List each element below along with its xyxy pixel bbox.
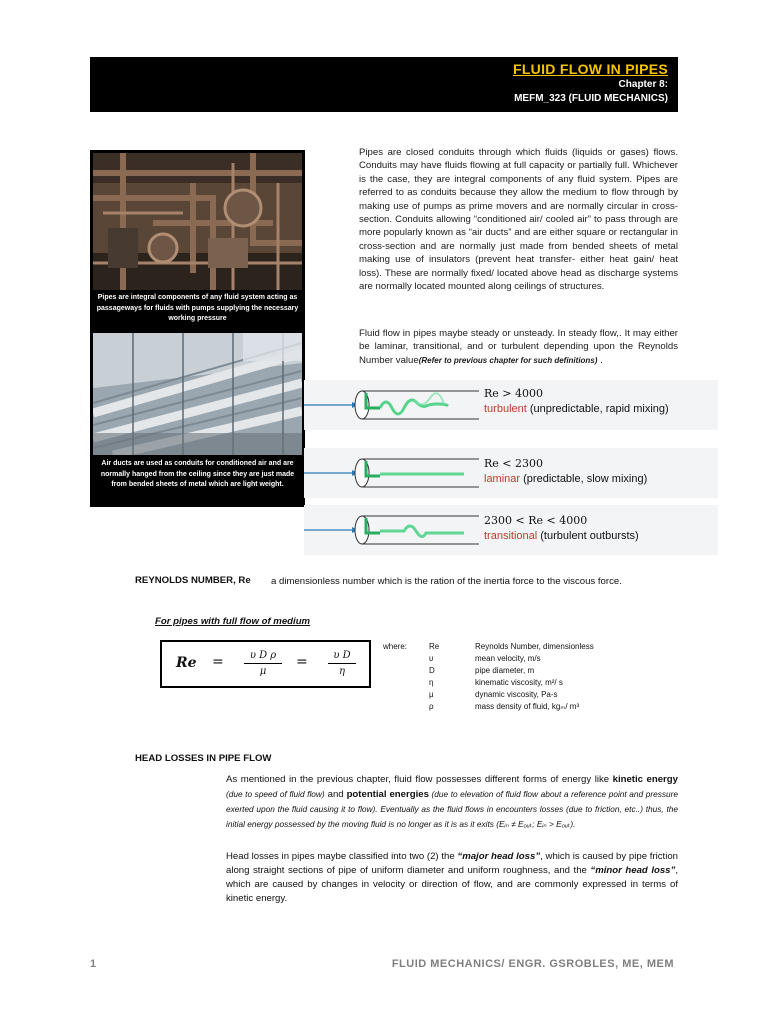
head-losses-paragraph-1 — [180, 772, 678, 832]
equals-sign: = — [212, 654, 224, 670]
footer-text: FLUID MECHANICS/ ENGR. GSROBLES, ME, MEM — [391, 958, 674, 970]
var-desc: pipe diameter, m — [475, 666, 535, 675]
turbulent-name: turbulent — [484, 403, 527, 415]
and-word: and — [324, 789, 347, 800]
formula-fraction-2 — [328, 650, 356, 677]
turbulent-flow-diagram — [304, 380, 718, 430]
where-label: where: — [383, 642, 408, 651]
laminar-desc: (predictable, slow mixing) — [520, 473, 648, 485]
kinetic-energy-term: kinetic energy — [612, 774, 678, 785]
industrial-pipes-photo — [93, 153, 302, 290]
photo2-caption: Air ducts are used as conduits for conditioned air and are normally hanged from the ceiling since they are just made from bended sheets of metal which are light weight. — [100, 460, 295, 488]
fraction2-numerator: υ D — [333, 650, 351, 661]
var-desc: mass density of fluid, kgₘ/ m³ — [475, 702, 580, 711]
potential-energy-note: (due to elevation of fluid flow about a reference point and pressure exerted upon the fluid causing it to flow). Eventually as the fluid flows in encounters losses (due to friction, etc..) thus, the initial energy possessed by the moving fluid is no longer as it is as it exits (Eᵢₙ ≠ Eₒᵤₜ; Eᵢₙ > Eₒᵤₜ). — [226, 789, 678, 829]
var-symbol: ρ — [429, 702, 434, 711]
course-label: MEFM_323 (FLUID MECHANICS) — [514, 93, 668, 104]
turbulent-label — [484, 403, 669, 415]
potential-energy-term: potential energies — [346, 789, 429, 800]
fraction1-denominator: μ — [259, 666, 267, 677]
fraction1-numerator: υ D ρ — [249, 650, 277, 661]
transitional-condition: 2300 < Re < 4000 — [484, 514, 588, 527]
var-desc: Reynolds Number, dimensionless — [475, 642, 594, 651]
kinetic-energy-note: (due to speed of fluid flow) — [226, 789, 325, 799]
major-head-loss-term: “major head loss” — [457, 851, 541, 862]
fraction2-denominator: η — [339, 666, 345, 677]
photo1-caption: Pipes are integral components of any fluid system acting as passageways for fluids with pumps supplying the necessary working pressure — [96, 294, 299, 322]
intro-paragraph — [313, 146, 678, 293]
photo-column — [90, 150, 305, 507]
formula-fraction-1 — [244, 650, 282, 677]
head-losses-paragraph-2 — [180, 850, 678, 906]
hl-p2-text-c: , which are caused by changes in velocity or direction of flow, and are commonly expressed in terms of kinetic energy. — [226, 865, 678, 904]
turbulent-desc: (unpredictable, rapid mixing) — [526, 403, 669, 415]
reynolds-label: REYNOLDS NUMBER, Re — [135, 575, 251, 586]
var-symbol: D — [429, 666, 435, 675]
air-ducts-photo — [93, 333, 302, 455]
head-losses-heading: HEAD LOSSES IN PIPE FLOW — [135, 753, 272, 764]
laminar-condition: Re < 2300 — [484, 457, 543, 470]
flow-types-paragraph — [313, 327, 678, 367]
equals-sign-2: = — [296, 654, 308, 670]
transitional-desc: (turbulent outbursts) — [537, 530, 639, 542]
intro-text: Pipes are closed conduits through which fluids (liquids or gases) flows. Conduits may have fluids flowing at full capacity or partially full. Whichever is the case, they are integral components of any fluid system. Pipes are referred to as conduits because they allow the medium to flow through by making use of pumps as prime movers and are normally circular in cross-section. Conduits allowing “conditioned air/ cooled air” to pass through are more popularly known as “air ducts” and are either square or rectangular in cross-section and are normally just made from bended sheets of metal making use of insulators (prevent heat transfer- either heat gain/ heat loss). These are normally fixed/ located above head as discharge systems are normally located mounted along ceilings of structures. — [359, 147, 678, 293]
laminar-label — [484, 473, 647, 485]
hl-p2-text-b: , which is caused by pipe friction along straight sections of pipe of uniform diameter and uniform roughness, and the — [226, 851, 679, 876]
var-desc: kinematic viscosity, m²/ s — [475, 678, 563, 687]
var-symbol: υ — [429, 654, 434, 663]
transitional-label — [484, 530, 639, 542]
reynolds-definition: a dimensionless number which is the ration of the inertia force to the viscous force. — [271, 576, 622, 587]
var-symbol: μ — [429, 690, 434, 699]
turbulent-condition: Re > 4000 — [484, 387, 543, 400]
full-flow-subheading: For pipes with full flow of medium — [155, 616, 311, 627]
hl-p2-text-a: Head losses in pipes maybe classified into two (2) the — [226, 851, 458, 862]
var-symbol: Re — [429, 642, 440, 651]
laminar-flow-diagram — [304, 448, 718, 498]
laminar-name: laminar — [484, 473, 521, 485]
minor-head-loss-term: “minor head loss” — [590, 865, 676, 876]
flow-types-text: Fluid flow in pipes maybe steady or unsteady. In steady flow,. It may either be laminar, transitional, and or turbulent depending upon the Reynolds Number value — [359, 328, 678, 366]
document-title: FLUID FLOW IN PIPES — [512, 61, 668, 77]
hl-p1-text: As mentioned in the previous chapter, fluid flow possesses different forms of energy like — [226, 774, 613, 785]
formula-lhs: Re — [176, 655, 197, 671]
transitional-flow-diagram — [304, 505, 718, 555]
reynolds-formula — [160, 640, 371, 688]
reference-note: (Refer to previous chapter for such definitions) — [418, 355, 598, 365]
page-number: 1 — [90, 958, 97, 970]
var-desc: dynamic viscosity, Pa-s — [475, 690, 558, 699]
chapter-label: Chapter 8: — [618, 79, 668, 90]
transitional-name: transitional — [484, 530, 538, 542]
flow-types-end: . — [597, 354, 603, 366]
var-symbol: η — [429, 678, 434, 687]
header-bar — [90, 57, 678, 112]
var-desc: mean velocity, m/s — [475, 654, 541, 663]
